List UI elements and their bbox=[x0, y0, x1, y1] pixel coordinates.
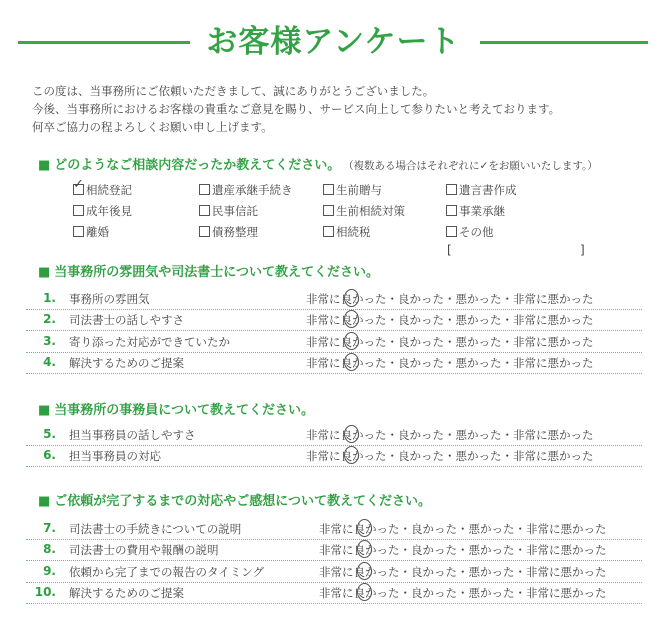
question-row bbox=[26, 352, 642, 374]
question-number: 10. bbox=[34, 584, 56, 599]
section-marker: ■ bbox=[38, 403, 51, 418]
question-label: 依頼から完了までの報告のタイミング bbox=[69, 564, 265, 579]
intro-line: 今後、当事務所におけるお客様の貴重なご意見を賜り、サービス向上して参りたいと考えております。 bbox=[32, 102, 561, 116]
question-row bbox=[26, 288, 642, 310]
title-rule-right bbox=[480, 41, 648, 44]
section-consultation-heading bbox=[38, 154, 598, 173]
question-number: 1. bbox=[43, 291, 56, 305]
checkbox[interactable] bbox=[323, 205, 334, 216]
other-bracket-close: ] bbox=[580, 243, 585, 257]
section-marker: ■ bbox=[38, 265, 51, 280]
checkbox[interactable] bbox=[73, 205, 84, 216]
option-label: 成年後見 bbox=[86, 204, 132, 218]
question-row bbox=[26, 561, 642, 583]
rating-scale[interactable]: 非常に良かった・良かった・悪かった・非常に悪かった bbox=[306, 428, 594, 442]
other-bracket-open: [ bbox=[447, 243, 452, 257]
answer-circle-mark bbox=[357, 519, 372, 537]
question-label: 担当事務員の話しやすさ bbox=[69, 428, 196, 442]
question-row bbox=[26, 424, 642, 446]
rating-scale[interactable]: 非常に良かった・良かった・悪かった・非常に悪かった bbox=[306, 355, 594, 370]
checkbox[interactable] bbox=[323, 184, 334, 195]
question-number: 3. bbox=[43, 333, 56, 348]
section-marker: ■ bbox=[38, 494, 51, 509]
checkbox[interactable] bbox=[323, 226, 334, 237]
question-row bbox=[26, 539, 642, 561]
intro-text bbox=[32, 82, 560, 136]
question-row bbox=[26, 582, 642, 604]
option-label: 遺産承継手続き bbox=[212, 183, 293, 197]
page-title: お客様アンケート bbox=[206, 24, 461, 60]
option-item[interactable] bbox=[323, 224, 371, 240]
section-title: どのようなご相談内容だったか教えてください。 bbox=[54, 158, 341, 173]
answer-circle-mark bbox=[344, 332, 359, 350]
checkbox[interactable] bbox=[73, 226, 84, 237]
checkbox[interactable] bbox=[199, 226, 210, 237]
option-label: 生前贈与 bbox=[336, 183, 382, 197]
option-label: 相続登記 bbox=[86, 183, 132, 197]
question-number: 9. bbox=[43, 563, 56, 578]
intro-line: この度は、当事務所にご依頼いただきまして、誠にありがとうございました。 bbox=[32, 84, 435, 98]
option-item[interactable] bbox=[323, 203, 405, 219]
question-label: 司法書士の費用や報酬の説明 bbox=[69, 543, 219, 558]
section-completion-heading bbox=[38, 490, 431, 509]
option-item[interactable] bbox=[446, 224, 494, 240]
option-item[interactable] bbox=[199, 203, 258, 219]
option-label: 遺言書作成 bbox=[459, 183, 517, 197]
question-label: 解決するためのご提案 bbox=[69, 355, 184, 370]
option-item[interactable] bbox=[446, 203, 505, 219]
option-label: 離婚 bbox=[86, 225, 109, 239]
answer-circle-mark bbox=[344, 289, 359, 307]
option-item[interactable] bbox=[73, 203, 132, 219]
section-title: ご依頼が完了するまでの対応やご感想について教えてください。 bbox=[54, 494, 432, 509]
section-atmosphere-heading bbox=[38, 261, 379, 280]
checkbox[interactable] bbox=[73, 177, 84, 195]
checkbox[interactable] bbox=[199, 184, 210, 195]
checkbox[interactable] bbox=[446, 226, 457, 237]
question-label: 司法書士の手続きについての説明 bbox=[69, 522, 242, 536]
question-label: 事務所の雰囲気 bbox=[69, 292, 150, 306]
question-number: 4. bbox=[43, 354, 56, 369]
option-label: 相続税 bbox=[336, 225, 371, 239]
rating-scale[interactable]: 非常に良かった・良かった・悪かった・非常に悪かった bbox=[306, 313, 594, 328]
section-staff-heading bbox=[38, 399, 314, 418]
rating-scale[interactable]: 非常に良かった・良かった・悪かった・非常に悪かった bbox=[319, 585, 607, 600]
answer-circle-mark bbox=[357, 562, 372, 580]
option-label: 生前相続対策 bbox=[336, 204, 405, 218]
option-label: その他 bbox=[459, 225, 494, 239]
question-label: 司法書士の話しやすさ bbox=[69, 313, 184, 328]
rating-scale[interactable]: 非常に良かった・良かった・悪かった・非常に悪かった bbox=[319, 522, 607, 536]
answer-circle-mark bbox=[344, 425, 359, 443]
section-marker: ■ bbox=[38, 158, 51, 173]
answer-circle-mark bbox=[344, 353, 359, 371]
answer-circle-mark bbox=[357, 583, 372, 601]
question-row bbox=[26, 445, 642, 467]
option-label: 民事信託 bbox=[212, 204, 258, 218]
option-item[interactable] bbox=[199, 182, 293, 198]
question-row bbox=[26, 331, 642, 353]
section-note: （複数ある場合はそれぞれに✓をお願いいたします。） bbox=[348, 160, 598, 172]
question-label: 担当事務員の対応 bbox=[69, 449, 161, 464]
intro-line: 何卒ご協力の程よろしくお願い申し上げます。 bbox=[32, 120, 273, 134]
option-item[interactable] bbox=[323, 182, 382, 198]
title-block bbox=[0, 14, 667, 58]
checkbox[interactable] bbox=[446, 205, 457, 216]
option-item[interactable] bbox=[446, 182, 517, 198]
section-title: 当事務所の事務員について教えてください。 bbox=[54, 403, 315, 418]
rating-scale[interactable]: 非常に良かった・良かった・悪かった・非常に悪かった bbox=[306, 449, 594, 464]
option-item[interactable] bbox=[199, 224, 258, 240]
rating-scale[interactable]: 非常に良かった・良かった・悪かった・非常に悪かった bbox=[319, 543, 607, 558]
question-number: 7. bbox=[43, 521, 56, 535]
checkbox[interactable] bbox=[199, 205, 210, 216]
rating-scale[interactable]: 非常に良かった・良かった・悪かった・非常に悪かった bbox=[306, 292, 594, 306]
question-row bbox=[26, 309, 642, 331]
question-label: 寄り添った対応ができていたか bbox=[69, 334, 230, 349]
option-item[interactable] bbox=[73, 224, 109, 240]
question-label: 解決するためのご提案 bbox=[69, 585, 184, 600]
option-label: 事業承継 bbox=[459, 204, 505, 218]
question-number: 5. bbox=[43, 427, 56, 441]
check-mark-icon: ✓ bbox=[73, 177, 84, 192]
rating-scale[interactable]: 非常に良かった・良かった・悪かった・非常に悪かった bbox=[306, 334, 594, 349]
option-item[interactable] bbox=[73, 177, 132, 198]
question-number: 2. bbox=[43, 312, 56, 327]
option-label: 債務整理 bbox=[212, 225, 258, 239]
rating-scale[interactable]: 非常に良かった・良かった・悪かった・非常に悪かった bbox=[319, 564, 607, 579]
section-title: 当事務所の雰囲気や司法書士について教えてください。 bbox=[54, 265, 380, 280]
question-number: 6. bbox=[43, 448, 56, 463]
checkbox[interactable] bbox=[446, 184, 457, 195]
question-row bbox=[26, 518, 642, 540]
question-number: 8. bbox=[43, 542, 56, 557]
